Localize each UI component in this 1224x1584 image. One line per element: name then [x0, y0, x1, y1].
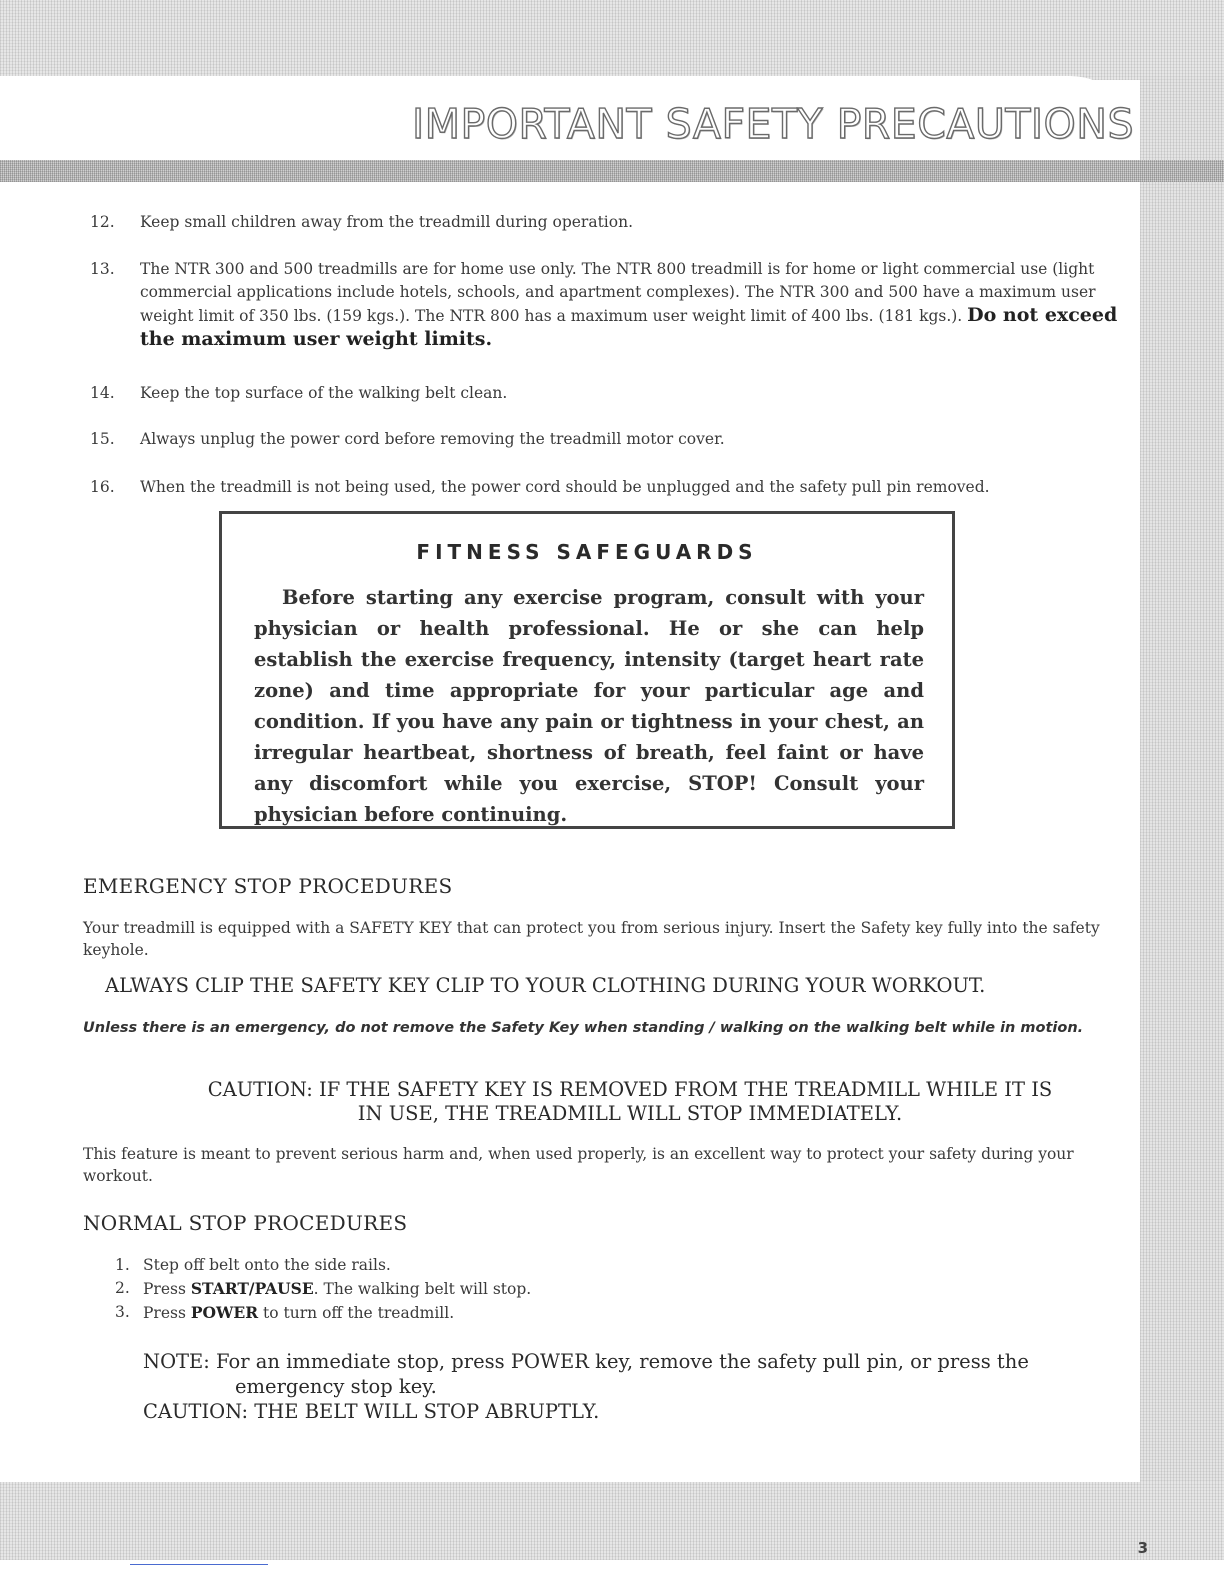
fitness-safeguards-text: Before starting any exercise program, consult with your physician or health professional. He or she can help establish the exercise frequency, intensity (target heart rate zone) and time appropriate for your particular age and condition. If you have any pain or tightness in your chest, an irregular heartbeat, shortness of breath, feel faint or have any discomfort while you exercise, STOP! Consult your physician before continuing. [254, 586, 924, 826]
item-number: 13. [90, 260, 115, 278]
list-item [90, 428, 1126, 451]
header-stripe [0, 160, 1224, 182]
emergency-stop-heading: EMERGENCY STOP PROCEDURES [83, 874, 453, 898]
power-key-label: POWER [190, 1303, 259, 1322]
safety-key-italic-note: Unless there is an emergency, do not remove the Safety Key when standing / walking on the walking belt while in motion. [83, 1020, 1084, 1036]
start-pause-key-label: START/PAUSE [190, 1279, 314, 1298]
belt-stop-caution: CAUTION: THE BELT WILL STOP ABRUPTLY. [143, 1400, 600, 1423]
emergency-intro: Your treadmill is equipped with a SAFETY KEY that can protect you from serious injury. Insert the Safety key fully into the safety keyhole. [83, 919, 1100, 959]
item-text-body: The NTR 300 and 500 treadmills are for home use only. The NTR 800 treadmill is for home or light commercial use (light commercial applications include hotels, schools, and apartment complexes). The NTR 300 and 500 have a maximum user weight limit of 350 lbs. (159 kgs.). The NTR 800 has a maximum user weight limit of 400 lbs. (181 kgs.). [140, 260, 1096, 325]
note-line-2: emergency stop key. [235, 1375, 437, 1398]
item-text [140, 258, 1126, 352]
weight-limit-warning: Do not exceed the maximum user weight limits. [140, 304, 1118, 350]
footer-rule [130, 1564, 268, 1565]
step-text-post: . The walking belt will stop. [313, 1280, 532, 1298]
step-number: 2. [115, 1279, 130, 1297]
footer-halftone-band [0, 1482, 1224, 1560]
caution-line-1: CAUTION: IF THE SAFETY KEY IS REMOVED FROM THE TREADMILL WHILE IT IS [207, 1078, 1053, 1101]
step-text-pre: Press [143, 1280, 191, 1298]
page-title: IMPORTANT SAFETY PRECAUTIONS [412, 100, 1134, 148]
step-text: Step off belt onto the side rails. [143, 1256, 391, 1274]
caution-line-2: IN USE, THE TREADMILL WILL STOP IMMEDIATELY. [357, 1102, 903, 1125]
fitness-safeguards-title: FITNESS SAFEGUARDS [416, 540, 758, 564]
item-number: 15. [90, 430, 115, 448]
list-item [90, 382, 1126, 405]
note-line-1: NOTE: For an immediate stop, press POWER key, remove the safety pull pin, or press the [143, 1350, 1029, 1373]
normal-stop-steps [115, 1254, 531, 1325]
item-number: 12. [90, 213, 115, 231]
item-text: Keep small children away from the treadmill during operation. [140, 213, 634, 231]
step-number: 1. [115, 1256, 130, 1274]
right-halftone-band [1140, 76, 1224, 1496]
step-text-pre: Press [143, 1304, 191, 1322]
normal-stop-heading: NORMAL STOP PROCEDURES [83, 1211, 408, 1235]
safety-key-caution [100, 1078, 1160, 1126]
page-number: 3 [1137, 1539, 1148, 1557]
fitness-safeguards-box [219, 511, 955, 829]
header-halftone-band [0, 0, 1224, 80]
step-text-post: to turn off the treadmill. [258, 1304, 455, 1322]
item-text: Always unplug the power cord before removing the treadmill motor cover. [140, 430, 725, 448]
item-text: Keep the top surface of the walking belt clean. [140, 384, 508, 402]
step-number: 3. [115, 1303, 130, 1321]
always-clip-instruction: ALWAYS CLIP THE SAFETY KEY CLIP TO YOUR CLOTHING DURING YOUR WORKOUT. [105, 974, 986, 997]
step-item [115, 1277, 531, 1301]
immediate-stop-note [143, 1349, 1143, 1424]
list-item [90, 476, 1126, 499]
feature-description: This feature is meant to prevent serious harm and, when used properly, is an excellent way to protect your safety during your workout. [83, 1145, 1074, 1185]
step-item [115, 1254, 531, 1277]
item-text: When the treadmill is not being used, the power cord should be unplugged and the safety pull pin removed. [140, 478, 990, 496]
list-item [90, 258, 1126, 352]
item-number: 14. [90, 384, 115, 402]
step-item [115, 1301, 531, 1325]
list-item [90, 211, 1126, 234]
item-number: 16. [90, 478, 115, 496]
